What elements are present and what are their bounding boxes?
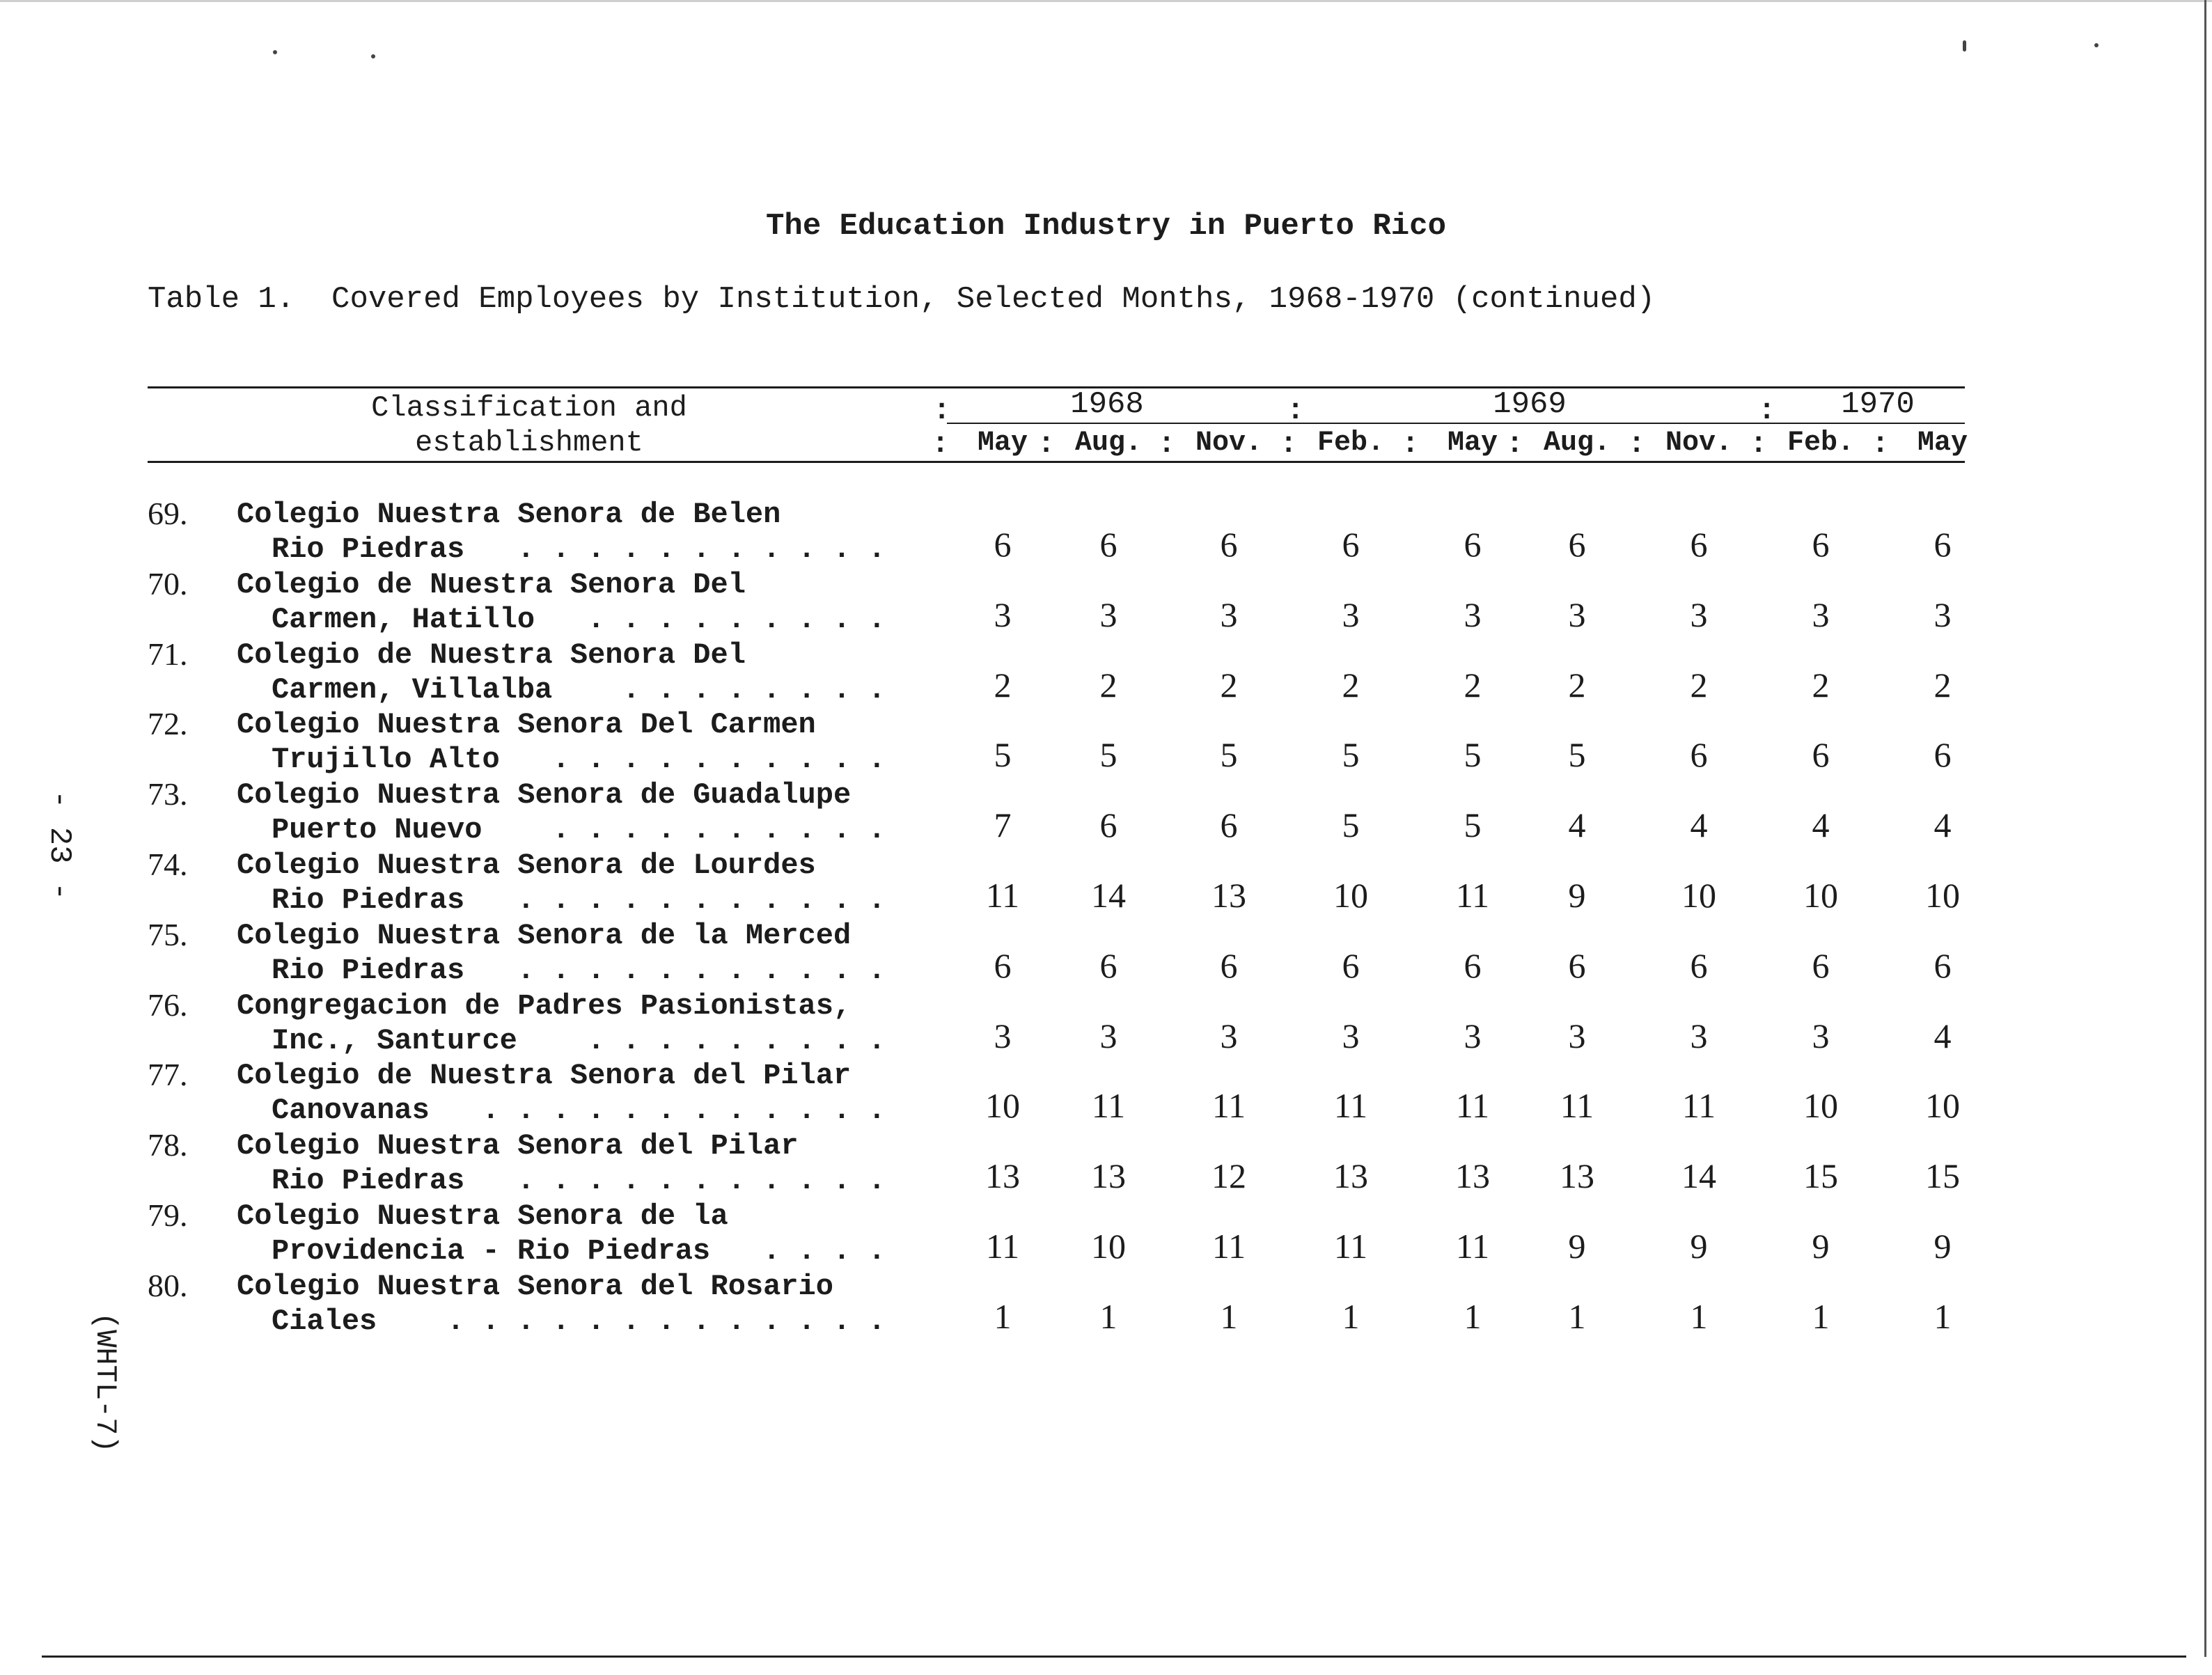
value-cell: 10: [1925, 1086, 1960, 1126]
value-cell: 3: [1812, 595, 1830, 634]
establishment-location: Providencia - Rio Piedras: [272, 1234, 711, 1268]
value-cell: 1: [994, 1296, 1012, 1336]
value-cell: 10: [1803, 1086, 1838, 1126]
value-cell: 6: [1690, 735, 1708, 775]
value-cell: 6: [1933, 735, 1952, 775]
value-cell: 6: [994, 945, 1012, 985]
establishment-location: Carmen, Villalba: [272, 673, 553, 707]
value-cell: 3: [1342, 1016, 1360, 1055]
header-month: May: [977, 427, 1028, 459]
header-bottom-rule: [148, 461, 1965, 463]
value-cell: 6: [1812, 735, 1830, 775]
header-classification-line2: establishment: [415, 426, 643, 459]
page-number: - 23 -: [42, 790, 77, 901]
establishment-name: Colegio Nuestra Senora de la: [237, 1200, 728, 1233]
dot-leader: . . . . . . . . . . .: [517, 1164, 886, 1198]
establishment-location: Rio Piedras: [272, 533, 465, 566]
value-cell: 6: [994, 525, 1012, 564]
value-cell: 11: [1455, 876, 1490, 915]
value-cell: 11: [1211, 1086, 1246, 1126]
value-cell: 5: [1342, 735, 1360, 775]
value-cell: 11: [1091, 1086, 1126, 1126]
value-cell: 5: [1099, 735, 1117, 775]
value-cell: 11: [1333, 1086, 1368, 1126]
dot-leader: . . . . . . . . . . .: [517, 953, 886, 987]
establishment-location: Rio Piedras: [272, 953, 465, 987]
value-cell: 11: [1455, 1086, 1490, 1126]
value-cell: 11: [985, 1227, 1020, 1266]
value-cell: 1: [1464, 1296, 1482, 1336]
establishment-name: Colegio Nuestra Senora Del Carmen: [237, 708, 816, 742]
value-cell: 2: [994, 665, 1012, 705]
header-colon: :: [1280, 427, 1298, 461]
dot-leader: . . . . . . . . . . .: [517, 533, 886, 566]
value-cell: 5: [1342, 805, 1360, 845]
header-colon: :: [932, 427, 950, 461]
value-cell: 4: [1933, 805, 1952, 845]
value-cell: 2: [1464, 665, 1482, 705]
value-cell: 6: [1099, 525, 1117, 564]
value-cell: 14: [1681, 1156, 1716, 1196]
value-cell: 3: [1220, 1016, 1238, 1055]
value-cell: 2: [1568, 665, 1586, 705]
dot-leader: . . . . . . . . . .: [552, 743, 886, 777]
value-cell: 6: [1342, 945, 1360, 985]
page-edge-right: [2204, 0, 2206, 1657]
value-cell: 3: [1220, 595, 1238, 634]
value-cell: 10: [985, 1086, 1020, 1126]
row-number: 69.: [148, 496, 188, 531]
table-caption: Table 1. Covered Employees by Institution, Selected Months, 1968-1970 (continued): [148, 282, 1656, 317]
value-cell: 5: [1464, 735, 1482, 775]
value-cell: 14: [1091, 876, 1126, 915]
value-cell: 10: [1333, 876, 1368, 915]
row-number: 78.: [148, 1127, 188, 1163]
value-cell: 6: [1464, 525, 1482, 564]
value-cell: 9: [1690, 1227, 1708, 1266]
establishment-location: Rio Piedras: [272, 883, 465, 917]
row-number: 79.: [148, 1197, 188, 1233]
value-cell: 6: [1220, 805, 1238, 845]
value-cell: 2: [1690, 665, 1708, 705]
row-number: 72.: [148, 706, 188, 742]
value-cell: 13: [985, 1156, 1020, 1196]
scan-speck: [2094, 43, 2099, 47]
value-cell: 3: [1099, 595, 1117, 634]
header-colon: :: [1506, 427, 1524, 461]
row-number: 80.: [148, 1267, 188, 1303]
value-cell: 1: [1342, 1296, 1360, 1336]
header-colon: :: [1287, 394, 1305, 427]
value-cell: 10: [1681, 876, 1716, 915]
header-year-1969: 1969: [1493, 387, 1567, 422]
header-classification-line1: Classification and: [371, 391, 687, 425]
value-cell: 3: [1690, 595, 1708, 634]
value-cell: 6: [1812, 525, 1830, 564]
value-cell: 4: [1568, 805, 1586, 845]
dot-leader: . . . .: [762, 1234, 886, 1268]
value-cell: 10: [1091, 1227, 1126, 1266]
header-year-1970: 1970: [1841, 387, 1915, 422]
value-cell: 12: [1211, 1156, 1246, 1196]
dot-leader: . . . . . . . . . . . . .: [446, 1304, 886, 1338]
value-cell: 3: [1812, 1016, 1830, 1055]
value-cell: 13: [1455, 1156, 1490, 1196]
establishment-location: Ciales: [272, 1304, 377, 1338]
value-cell: 6: [1933, 525, 1952, 564]
value-cell: 1: [1690, 1296, 1708, 1336]
header-colon: :: [1758, 394, 1776, 427]
header-month: Aug.: [1543, 427, 1610, 459]
dot-leader: . . . . . . . . . . . .: [482, 1094, 886, 1128]
value-cell: 1: [1220, 1296, 1238, 1336]
value-cell: 3: [1464, 595, 1482, 634]
value-cell: 6: [1568, 945, 1586, 985]
header-month: Nov.: [1195, 427, 1262, 459]
scan-speck: [1963, 40, 1966, 52]
establishment-name: Congregacion de Padres Pasionistas,: [237, 989, 852, 1023]
value-cell: 5: [1464, 805, 1482, 845]
value-cell: 4: [1812, 805, 1830, 845]
value-cell: 6: [1690, 945, 1708, 985]
scan-speck: [273, 50, 277, 54]
value-cell: 6: [1220, 945, 1238, 985]
value-cell: 10: [1803, 876, 1838, 915]
header-month: Aug.: [1074, 427, 1142, 459]
establishment-name: Colegio de Nuestra Senora Del: [237, 567, 746, 601]
value-cell: 4: [1933, 1016, 1952, 1055]
document-code: (WHTL-7): [88, 1312, 122, 1453]
value-cell: 7: [994, 805, 1012, 845]
value-cell: 10: [1925, 876, 1960, 915]
establishment-location: Rio Piedras: [272, 1164, 465, 1198]
establishment-name: Colegio Nuestra Senora de Guadalupe: [237, 778, 852, 812]
value-cell: 3: [1933, 595, 1952, 634]
header-colon: :: [1158, 427, 1176, 461]
header-month: Feb.: [1317, 427, 1384, 459]
establishment-name: Colegio de Nuestra Senora del Pilar: [237, 1059, 852, 1093]
value-cell: 6: [1568, 525, 1586, 564]
value-cell: 11: [1455, 1227, 1490, 1266]
establishment-location: Canovanas: [272, 1094, 430, 1128]
establishment-name: Colegio Nuestra Senora de Lourdes: [237, 849, 816, 882]
establishment-name: Colegio Nuestra Senora de la Merced: [237, 918, 852, 952]
value-cell: 5: [1220, 735, 1238, 775]
value-cell: 13: [1091, 1156, 1126, 1196]
value-cell: 2: [1220, 665, 1238, 705]
row-number: 75.: [148, 916, 188, 952]
establishment-location: Carmen, Hatillo: [272, 602, 535, 636]
value-cell: 11: [1560, 1086, 1594, 1126]
establishment-location: Inc., Santurce: [272, 1023, 517, 1057]
value-cell: 2: [1933, 665, 1952, 705]
header-month: Nov.: [1665, 427, 1732, 459]
value-cell: 3: [1568, 595, 1586, 634]
value-cell: 3: [1342, 595, 1360, 634]
header-month: Feb.: [1787, 427, 1854, 459]
value-cell: 3: [994, 1016, 1012, 1055]
value-cell: 11: [1333, 1227, 1368, 1266]
value-cell: 9: [1568, 1227, 1586, 1266]
row-number: 71.: [148, 636, 188, 672]
dot-leader: . . . . . . . .: [622, 673, 886, 707]
value-cell: 6: [1690, 525, 1708, 564]
row-number: 76.: [148, 986, 188, 1023]
dot-leader: . . . . . . . . .: [587, 602, 886, 636]
establishment-name: Colegio de Nuestra Senora Del: [237, 638, 746, 672]
value-cell: 3: [994, 595, 1012, 634]
header-colon: :: [1628, 427, 1646, 461]
header-month: May: [1917, 427, 1968, 459]
establishment-location: Trujillo Alto: [272, 743, 500, 777]
value-cell: 1: [1568, 1296, 1586, 1336]
value-cell: 5: [1568, 735, 1586, 775]
value-cell: 1: [1099, 1296, 1117, 1336]
value-cell: 6: [1812, 945, 1830, 985]
value-cell: 9: [1568, 876, 1586, 915]
value-cell: 13: [1211, 876, 1246, 915]
value-cell: 6: [1099, 945, 1117, 985]
value-cell: 6: [1099, 805, 1117, 845]
value-cell: 11: [1681, 1086, 1716, 1126]
establishment-location: Puerto Nuevo: [272, 813, 483, 847]
value-cell: 1: [1812, 1296, 1830, 1336]
header-colon: :: [1750, 427, 1768, 461]
value-cell: 2: [1812, 665, 1830, 705]
value-cell: 3: [1568, 1016, 1586, 1055]
value-cell: 13: [1333, 1156, 1368, 1196]
value-cell: 11: [1211, 1227, 1246, 1266]
header-month: May: [1447, 427, 1498, 459]
value-cell: 6: [1342, 525, 1360, 564]
dot-leader: . . . . . . . . . . .: [517, 883, 886, 917]
row-number: 74.: [148, 847, 188, 882]
value-cell: 6: [1933, 945, 1952, 985]
header-colon: :: [1037, 427, 1056, 461]
value-cell: 3: [1464, 1016, 1482, 1055]
value-cell: 4: [1690, 805, 1708, 845]
page-edge-top: [0, 0, 2212, 2]
value-cell: 1: [1933, 1296, 1952, 1336]
page-title: The Education Industry in Puerto Rico: [766, 209, 1446, 244]
dot-leader: . . . . . . . . .: [587, 1023, 886, 1057]
value-cell: 15: [1925, 1156, 1960, 1196]
value-cell: 2: [1342, 665, 1360, 705]
value-cell: 15: [1803, 1156, 1838, 1196]
value-cell: 5: [994, 735, 1012, 775]
page-edge-bottom: [42, 1656, 2186, 1658]
value-cell: 9: [1812, 1227, 1830, 1266]
header-colon: :: [1402, 427, 1420, 461]
header-colon: :: [1872, 427, 1890, 461]
value-cell: 3: [1099, 1016, 1117, 1055]
header-colon: :: [933, 394, 951, 427]
dot-leader: . . . . . . . . . .: [552, 813, 886, 847]
value-cell: 9: [1933, 1227, 1952, 1266]
value-cell: 13: [1560, 1156, 1594, 1196]
value-cell: 11: [985, 876, 1020, 915]
value-cell: 6: [1464, 945, 1482, 985]
row-number: 70.: [148, 565, 188, 601]
row-number: 77.: [148, 1057, 188, 1093]
year-underline: [947, 423, 1965, 424]
establishment-name: Colegio Nuestra Senora del Rosario: [237, 1269, 833, 1303]
scan-speck: [371, 54, 375, 58]
value-cell: 2: [1099, 665, 1117, 705]
header-year-1968: 1968: [1070, 387, 1144, 422]
establishment-name: Colegio Nuestra Senora de Belen: [237, 498, 781, 531]
establishment-name: Colegio Nuestra Senora del Pilar: [237, 1129, 799, 1163]
value-cell: 6: [1220, 525, 1238, 564]
value-cell: 3: [1690, 1016, 1708, 1055]
row-number: 73.: [148, 776, 188, 812]
